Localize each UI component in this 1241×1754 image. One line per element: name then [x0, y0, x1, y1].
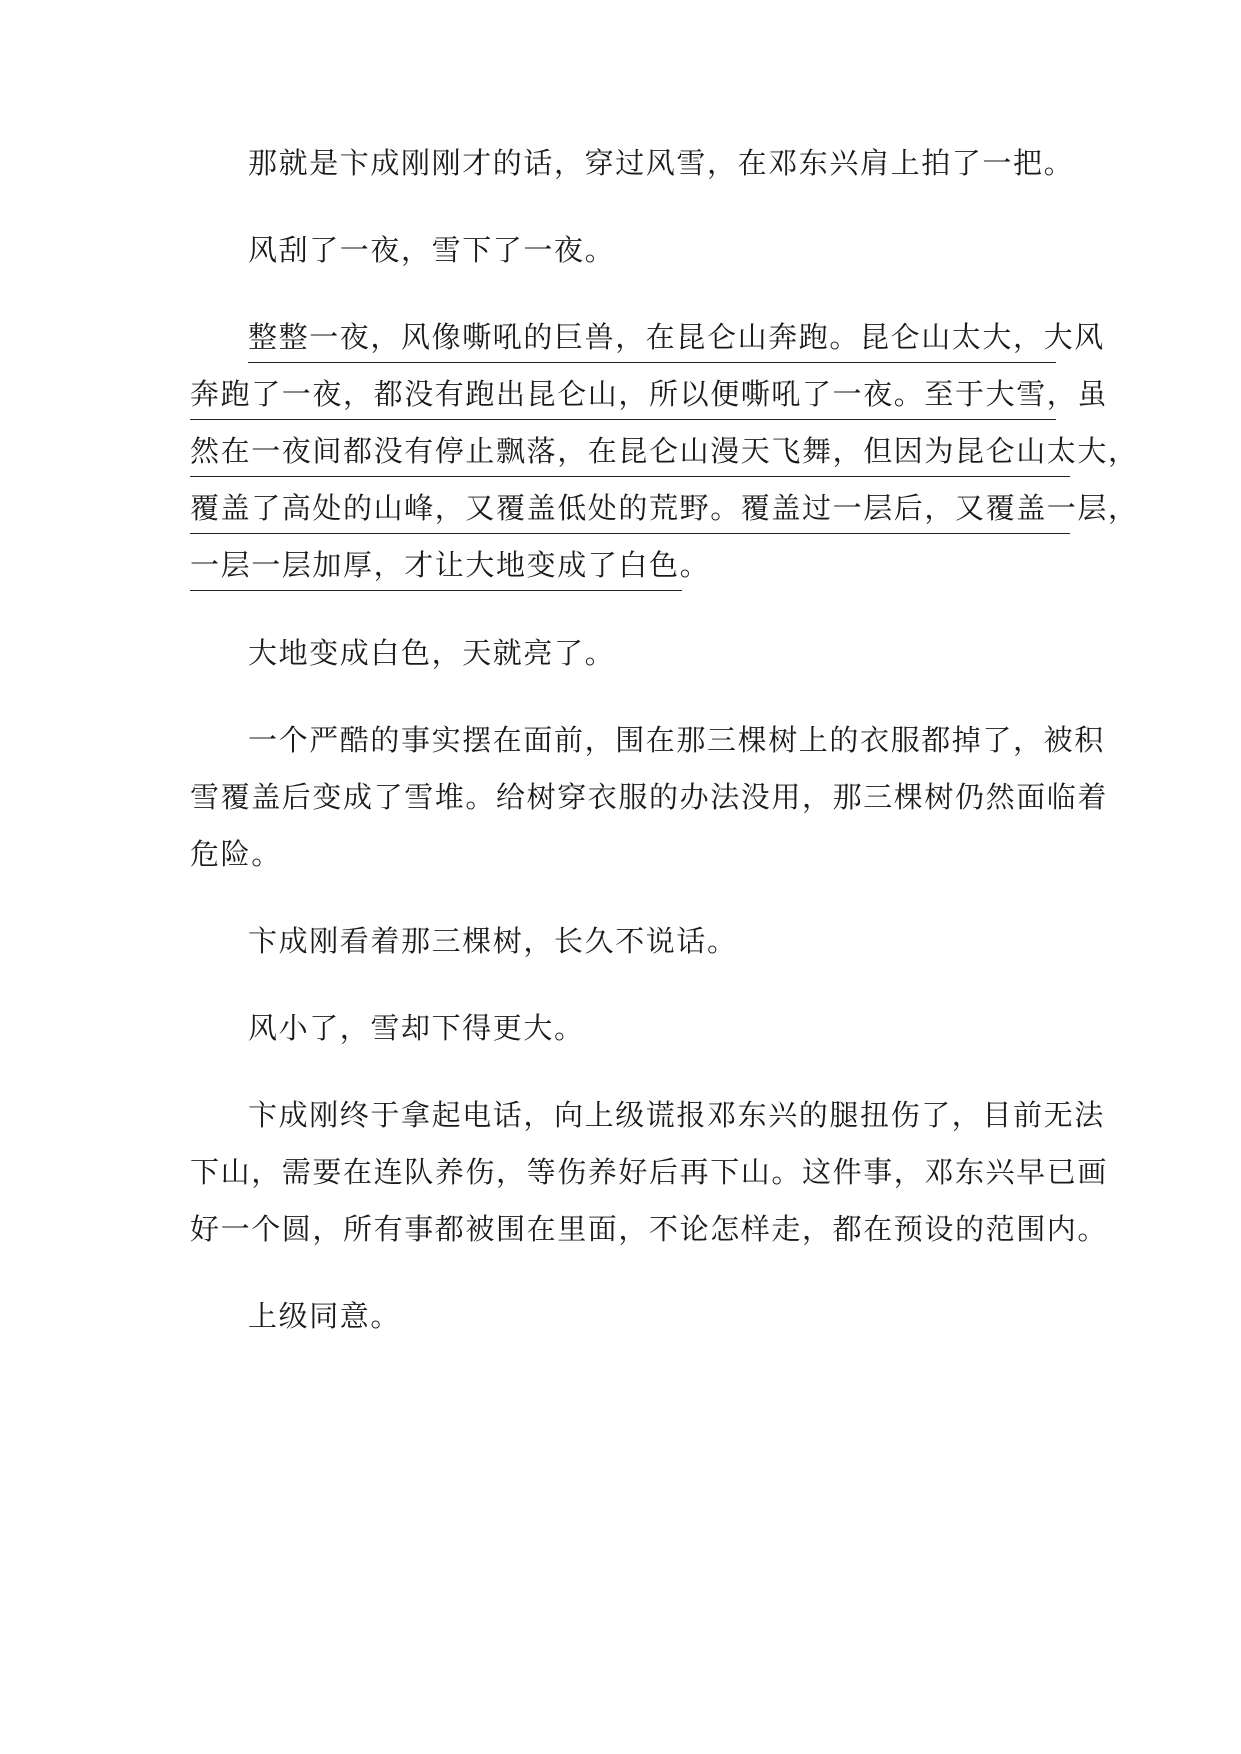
text-line: 风刮了一夜，雪下了一夜。 — [248, 233, 616, 267]
text-line: 大地变成白色，天就亮了。 — [248, 636, 616, 670]
text-line: 那就是卞成刚刚才的话，穿过风雪，在邓东兴肩上拍了一把。 — [248, 146, 1075, 180]
underline — [190, 590, 682, 591]
text-line: 雪覆盖后变成了雪堆。给树穿衣服的办法没用，那三棵树仍然面临着 — [190, 780, 1109, 814]
text-line: 卞成刚看着那三棵树，长久不说话。 — [248, 924, 738, 958]
text-line: 卞成刚终于拿起电话，向上级谎报邓东兴的腿扭伤了，目前无法 — [248, 1098, 1105, 1132]
text-line: 整整一夜，风像嘶吼的巨兽，在昆仑山奔跑。昆仑山太大，大风 — [248, 320, 1105, 354]
underline — [248, 362, 1056, 363]
text-line: 好一个圆，所有事都被围在里面，不论怎样走，都在预设的范围内。 — [190, 1212, 1109, 1246]
text-line: 一层一层加厚，才让大地变成了白色。 — [190, 548, 711, 582]
text-line: 一个严酷的事实摆在面前，围在那三棵树上的衣服都掉了，被积 — [248, 723, 1105, 757]
text-line: 奔跑了一夜，都没有跑出昆仑山，所以便嘶吼了一夜。至于大雪，虽 — [190, 377, 1109, 411]
text-line: 风小了，雪却下得更大。 — [248, 1011, 585, 1045]
text-line: 上级同意。 — [248, 1299, 402, 1333]
underline — [190, 476, 1070, 477]
underline — [190, 419, 1056, 420]
text-line: 然在一夜间都没有停止飘落，在昆仑山漫天飞舞，但因为昆仑山太大， — [190, 434, 1139, 468]
underline — [190, 533, 1070, 534]
text-line: 危险。 — [190, 837, 282, 871]
text-line: 下山，需要在连队养伤，等伤养好后再下山。这件事，邓东兴早已画 — [190, 1155, 1109, 1189]
text-line: 覆盖了高处的山峰，又覆盖低处的荒野。覆盖过一层后，又覆盖一层， — [190, 491, 1139, 525]
